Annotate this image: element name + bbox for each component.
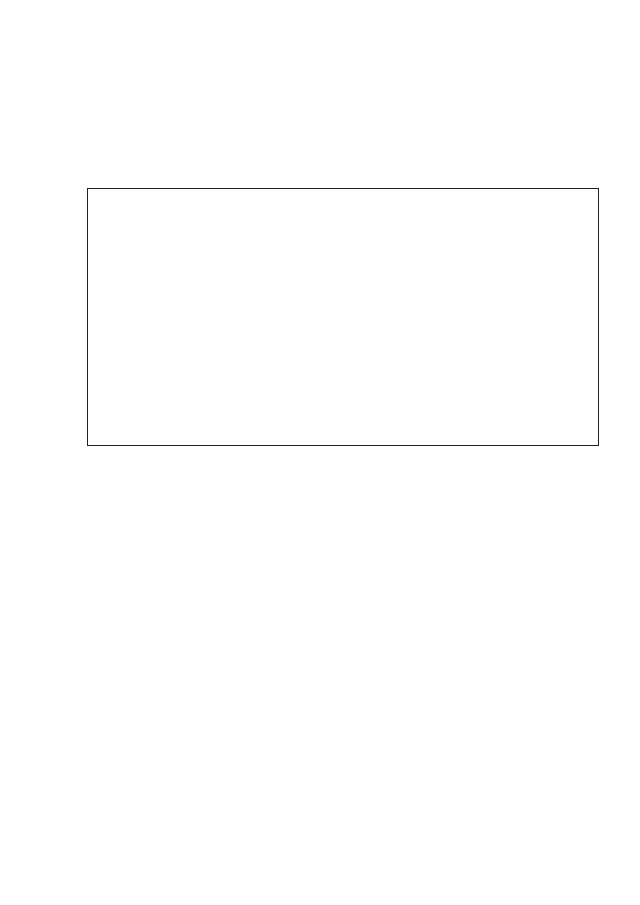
pie-chart-frame (87, 188, 599, 446)
pie-chart (88, 189, 598, 445)
